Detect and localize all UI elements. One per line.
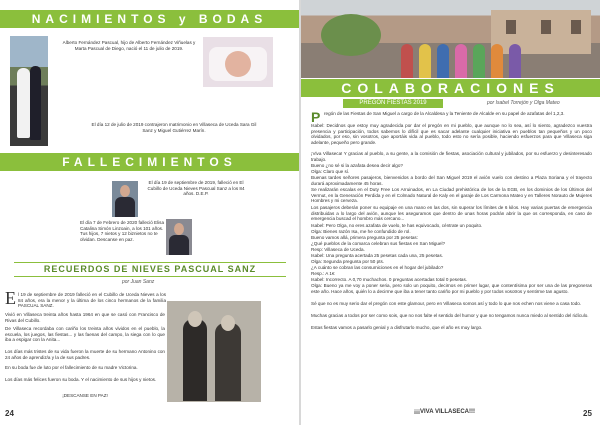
portrait-photo-2 bbox=[166, 219, 192, 255]
wedding-announcement: El día 12 de julio de 2019 contrajeron matrimonio en Villaseca de Uceda Sara Gil Sanz y Miguel Gutiérrez Marín. bbox=[91, 122, 257, 133]
pregon-line-3: ¡Viva Villaseca! Y gracias al pueblo, a su gente, a la comisión de fiestas, asociación cultural y jubilados, por su esfuerzo y desinteresado trabajo. bbox=[311, 151, 592, 162]
left-page bbox=[0, 0, 299, 425]
pregon-line-10: Olga: Bienes razón Isa, me he confundido de rol. bbox=[311, 229, 411, 234]
vintage-couple-photo bbox=[167, 301, 261, 402]
viva-villaseca: ¡¡¡VIVA VILLASECA!!! bbox=[414, 409, 475, 415]
pregon-line-12: ¿Qué pueblos de la comarca celebran sus fiestas en San Miguel? bbox=[311, 241, 446, 246]
recuerdos-closing: ¡DESCANSE EN PAZ! bbox=[62, 393, 108, 398]
pregon-line-6: Buenas tardes señores pasajeros, bienvenidos a bordo del San Miguel 2019 el avión vuelo con destino a Plaza Soriana y el trayecto durará aproximadamente 45 horas. bbox=[311, 175, 592, 186]
birth-announcement: Alberto Fernández Pascual, hijo de Alberto Fernández Viñuelas y Marta Pascual de Diego, nació el 11 de julio de 2019. bbox=[62, 40, 196, 51]
pregon-line-22: Estas fiestas vamos a pasarlo genial y a disfrutarlo mucho, que el año es muy largo. bbox=[311, 325, 483, 330]
death-notice-1: El día 19 de septiembre de 2019, falleció en El Cubillo de Uceda Nieves Pascual Sanz a los 84 años. D.E.P. bbox=[147, 180, 245, 197]
recuerdos-paragraph-6: Los días más felices fueron su boda. Y el nacimiento de sus hijos y nietos. bbox=[5, 377, 157, 382]
pregon-line-1: regón de las Fiestas de San Miguel a cargo de la Alcaldesa y la Teniente de Alcalde en su papel de azafatas del 1,2,3. bbox=[324, 111, 565, 116]
pregon-line-7: Se realizarán escalas en el Duty Free Los Arruinados, en La Ciudad prehistórica de los de la EGB, en los dominios de los Últimos del Vermut, en la Generación Perdida y en el Colmado Natural de Kaly en el garaje de Los Carmona Mateo y en Talleres Norauto de Mujeres Hombres y mi cerveza. bbox=[311, 187, 592, 204]
pregon-line-11: Bueno vamos allá, primera pregunta por 25 pesetas: bbox=[311, 235, 418, 240]
pregon-line-20: Sé que no es muy serio dar el pregón con este glamour, pero en Villaseca somos así y todo lo que nos echen nos viene a casa todo. bbox=[311, 301, 582, 306]
pregon-byline: por Isabel Torrejón y Olga Mateo bbox=[487, 100, 560, 106]
pregon-line-5: Olga: Claro que sí. bbox=[311, 169, 350, 174]
pregon-dropcap: P bbox=[311, 109, 321, 125]
pregon-label: PREGÓN FIESTAS 2019 bbox=[343, 99, 443, 108]
colaboraciones-heading: COLABORACIONES bbox=[301, 79, 600, 97]
recuerdos-dropcap: E bbox=[5, 288, 16, 308]
recuerdos-heading: RECUERDOS DE NIEVES PASCUAL SANZ bbox=[43, 264, 257, 274]
pregon-line-18: Isabel: Incorrecto. A 0,70 muchachos. 0 preguntas acertadas total 0 pesetas. bbox=[311, 277, 468, 282]
recuerdos-author: por Juan Sanz bbox=[122, 279, 155, 285]
pregon-line-16: ¿A cuánto se cobran las consumiciones en el hogar del jubilado? bbox=[311, 265, 444, 270]
recuerdos-paragraph-5: En su boda fue de luto por el fallecimiento de su madre Victorina. bbox=[5, 365, 138, 370]
pregon-line-9: Isabel: Pero Olga, no eres azafata de vuelo, te has equivocado, céntrate un poquito. bbox=[311, 223, 483, 228]
page-number-left: 24 bbox=[5, 409, 14, 418]
portrait-photo-1 bbox=[112, 181, 138, 217]
recuerdos-paragraph-4: Los días más tristes de su vida fueron la muerte de su hermano Antonino con 24 años de aprendiz/a y la de sus padres. bbox=[5, 349, 165, 360]
recuerdos-paragraph-3: De Villaseca recordaba con cariño los treinta años vividos en el pueblo, la escuela, los juegos, las fiestas... y las faenas del campo, la siega con lo que iba a espigar con la Anita... bbox=[5, 326, 165, 343]
pregon-line-19: Olga: Bueno ya me voy a poner seria, pero solo un poquito, decirnos en primer lugar, que contentísima por ser una de las pregoneras este año. Hace años, quién lo a decirme que iba a tener tanto cariño por mi pueblo y por todos vosotros y sentirme tan agusto. bbox=[311, 283, 592, 294]
pregon-line-13: Resp: Villaseca de Uceda. bbox=[311, 247, 365, 252]
pregon-line-8: Los pasajeros deberán poner su equipaje en una mano en las dos, sin superar los límites de 6 kilos. Hay varias puertas de emergencia distribuidas a lo largo del avión, aunque les aseguramos que dentro de unas horas podrán abrir la que os corresponda, en caso de emergencia buscad el hombro más cercano... bbox=[311, 205, 592, 222]
recuerdos-paragraph-1: l 19 de septiembre de 2019 falleció en el Cubillo de Uceda Nieves a los 84 años, era la menor y la última de los cinco hermanos de la familia PASCUAL SANZ. bbox=[18, 292, 166, 309]
pregon-line-17: Resp.: A 1€ bbox=[311, 271, 335, 276]
section-rule-bottom bbox=[14, 276, 286, 277]
pregon-line-21: Muchas gracias a todos por ser como sois, que no nos falte el sentido del humor y que no tengamos nunca miedo al sentido del ridículo. bbox=[311, 313, 589, 318]
street-celebration-photo bbox=[301, 0, 600, 78]
death-notice-2: El día 7 de Febrero de 2020 falleció Elisa Catalina Simón Linzoain, a los 101 años. Tus hijos, 7 nietos y 12 biznietos no te olvidan. Descanse en paz. bbox=[80, 220, 165, 242]
pregon-line-14: Isabel: Una pregunta acertada 25 pesetas cada una, 25 pesetas. bbox=[311, 253, 444, 258]
page-number-right: 25 bbox=[583, 409, 592, 418]
section-rule-top bbox=[14, 262, 286, 263]
baby-photo bbox=[203, 37, 273, 87]
right-page bbox=[301, 0, 600, 425]
wedding-photo bbox=[10, 36, 48, 146]
pregon-line-4: Bueno ¿no sé si la azafata desea decir algo? bbox=[311, 163, 403, 168]
pregon-line-15: Olga: Segunda pregunta por 50 pts. bbox=[311, 259, 385, 264]
recuerdos-paragraph-2: Vivió en Villaseca treinta años hasta 1964 en que se casó con Francisco de Rivas del Cubillo. bbox=[5, 312, 165, 323]
pregon-line-2: Isabel: Decidnos que estoy muy agradecida por dar el pregón en mi pueblo, que aunque no lo sea, así lo siento, agradezco vuestra presencia y participación, todos sabemos lo difícil que es sacar adelante cualquier iniciativa en pueblos tan pequeños y un poco olvidados, por eso, sin vosotros, que aportáis vida al pueblo, todo esto no sería posible, haciendo esfuerzos para que Villaseca siga adelante, pequeño pero grande. bbox=[311, 123, 592, 145]
fallecimientos-heading: FALLECIMIENTOS bbox=[0, 153, 299, 171]
nacimientos-bodas-heading: NACIMIENTOS y BODAS bbox=[0, 10, 299, 28]
